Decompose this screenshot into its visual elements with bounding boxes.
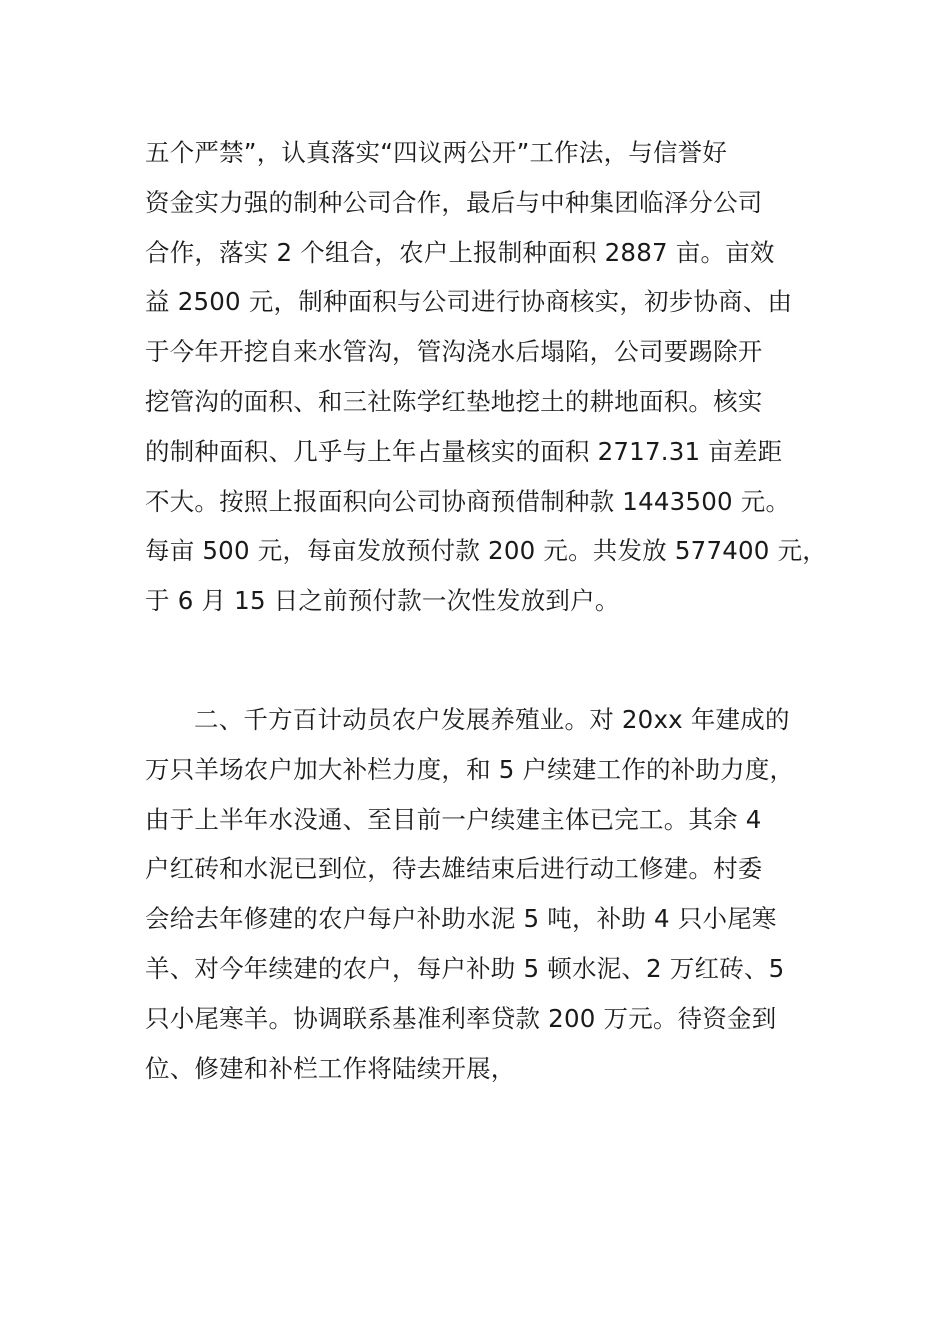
text-line: 的制种面积、几乎与上年占量核实的面积 2717.31 亩差距 bbox=[145, 436, 783, 466]
text-line: 于 6 月 15 日之前预付款一次性发放到户。 bbox=[145, 586, 620, 616]
text-line: 益 2500 元，制种面积与公司进行协商核实，初步协商、由 bbox=[145, 287, 793, 317]
text-line: 每亩 500 元，每亩发放预付款 200 元。共发放 577400 元， bbox=[145, 536, 827, 566]
paragraph-seed-production bbox=[145, 128, 845, 626]
text-line: 挖管沟的面积、和三社陈学红垫地挖土的耕地面积。核实 bbox=[145, 386, 763, 416]
text-line: 羊、对今年续建的农户，每户补助 5 顿水泥、2 万红砖、5 bbox=[145, 953, 785, 983]
text-line: 会给去年修建的农户每户补助水泥 5 吨，补助 4 只小尾寒 bbox=[145, 904, 777, 934]
text-line: 合作，落实 2 个组合，农户上报制种面积 2887 亩。亩效 bbox=[145, 237, 775, 267]
text-line: 不大。按照上报面积向公司协商预借制种款 1443500 元。 bbox=[145, 486, 791, 516]
text-line: 户红砖和水泥已到位，待去雄结束后进行动工修建。村委 bbox=[145, 854, 763, 884]
text-line: 资金实力强的制种公司合作，最后与中种集团临泽分公司 bbox=[145, 187, 763, 217]
text-line: 位、修建和补栏工作将陆续开展， bbox=[145, 1053, 516, 1083]
text-line: 于今年开挖自来水管沟，管沟浇水后塌陷，公司要踢除开 bbox=[145, 337, 763, 367]
text-line: 万只羊场农户加大补栏力度，和 5 户续建工作的补助力度， bbox=[145, 754, 795, 784]
text-line: 二、千方百计动员农户发展养殖业。对 20xx 年建成的 bbox=[194, 705, 790, 734]
text-line: 五个严禁”，认真落实“四议两公开”工作法，与信誉好 bbox=[145, 138, 728, 167]
paragraph-livestock-farming bbox=[145, 695, 845, 1093]
text-line: 由于上半年水没通、至目前一户续建主体已完工。其余 4 bbox=[145, 804, 762, 834]
text-line: 只小尾寒羊。协调联系基准利率贷款 200 万元。待资金到 bbox=[145, 1003, 777, 1033]
